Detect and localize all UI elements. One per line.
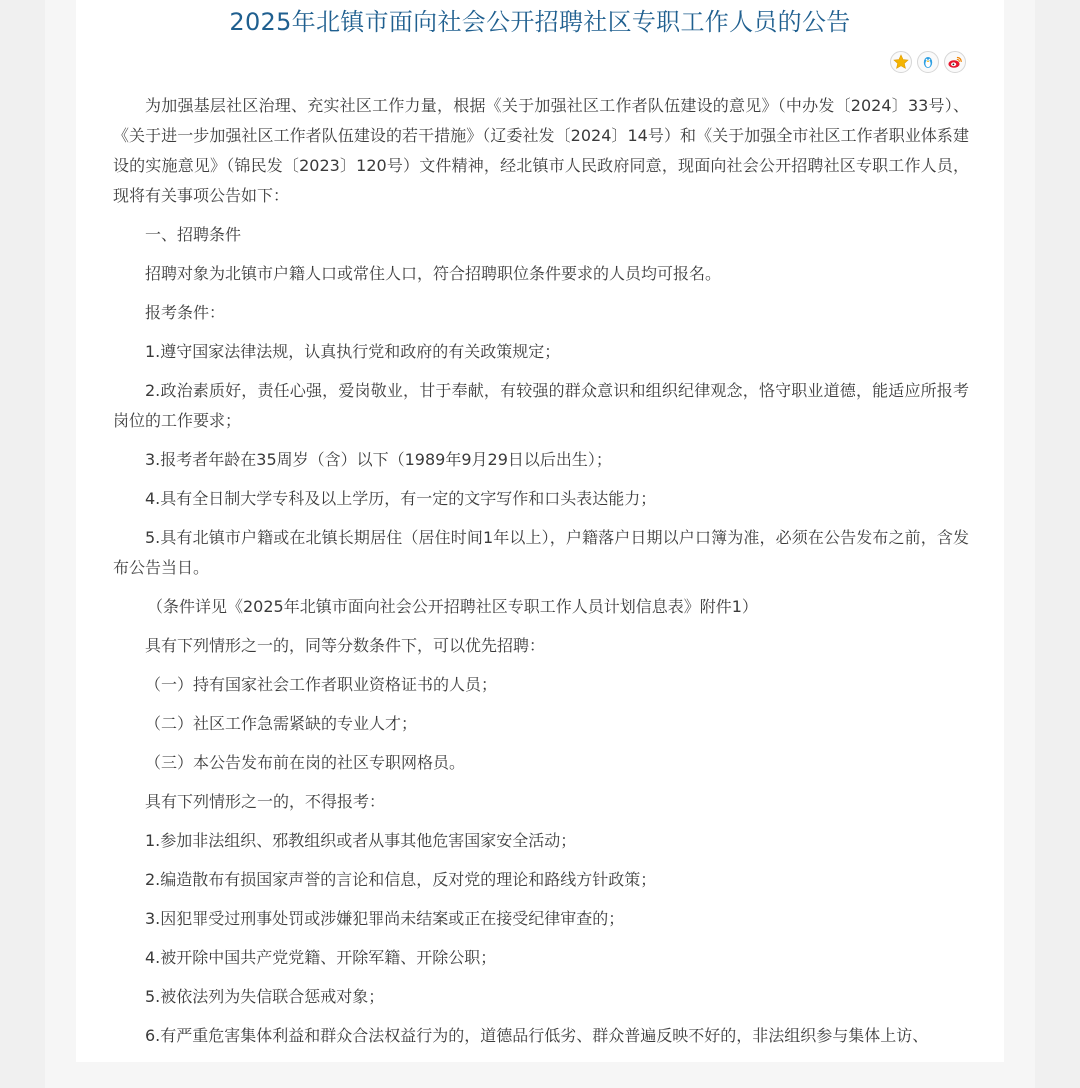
list-item: 1.遵守国家法律法规，认真执行党和政府的有关政策规定； [145, 342, 561, 361]
qq-share-button[interactable] [917, 51, 939, 73]
weibo-share-button[interactable] [944, 51, 966, 73]
list-item: （一）持有国家社会工作者职业资格证书的人员； [145, 675, 498, 694]
paragraph: 具有下列情形之一的，不得报考： [145, 792, 386, 811]
list-item: 5.具有北镇市户籍或在北镇长期居住（居住时间1年以上），户籍落户日期以户口簿为准，必须在公告发布之前，含发布公告当日。 [113, 528, 969, 577]
weibo-icon [947, 54, 963, 70]
list-item: 6.有严重危害集体利益和群众合法权益行为的，道德品行低劣、群众普遍反映不好的，非法组织参与集体上访、 [145, 1026, 929, 1045]
note-paragraph: （条件详见《2025年北镇市面向社会公开招聘社区专职工作人员计划信息表》附件1） [147, 597, 758, 616]
list-item: （二）社区工作急需紧缺的专业人才； [145, 714, 418, 733]
list-item: 2.编造散布有损国家声誉的言论和信息，反对党的理论和路线方针政策； [145, 870, 657, 889]
list-item: 4.具有全日制大学专科及以上学历，有一定的文字写作和口头表达能力； [145, 489, 657, 508]
list-item: 5.被依法列为失信联合惩戒对象； [145, 987, 385, 1006]
article-body [113, 91, 969, 1060]
list-item: 3.报考者年龄在35周岁（含）以下（1989年9月29日以后出生）； [145, 450, 612, 469]
qq-penguin-icon [920, 54, 936, 70]
paragraph: 报考条件： [145, 303, 226, 322]
list-item: 2.政治素质好，责任心强，爱岗敬业，甘于奉献，有较强的群众意识和组织纪律观念，恪守职业道德，能适应所报考岗位的工作要求； [113, 381, 969, 430]
qzone-star-icon [893, 54, 909, 70]
share-bar [890, 51, 966, 73]
list-item: 3.因犯罪受过刑事处罚或涉嫌犯罪尚未结案或正在接受纪律审查的； [145, 909, 625, 928]
list-item: （三）本公告发布前在岗的社区专职网格员。 [145, 753, 466, 772]
article-card [76, 0, 1004, 1062]
list-item: 4.被开除中国共产党党籍、开除军籍、开除公职； [145, 948, 497, 967]
intro-paragraph: 为加强基层社区治理、充实社区工作力量，根据《关于加强社区工作者队伍建设的意见》（中办发〔2024〕33号）、《关于进一步加强社区工作者队伍建设的若干措施》（辽委社发〔2024〕14号）和《关于加强全市社区工作者职业体系建设的实施意见》（锦民发〔2023〕120号）文件精神，经北镇市人民政府同意，现面向社会公开招聘社区专职工作人员，现将有关事项公告如下： [113, 96, 969, 205]
list-item: 1.参加非法组织、邪教组织或者从事其他危害国家安全活动； [145, 831, 577, 850]
paragraph: 具有下列情形之一的，同等分数条件下，可以优先招聘： [145, 636, 546, 655]
article-title: 2025年北镇市面向社会公开招聘社区专职工作人员的公告 [229, 8, 851, 36]
qzone-share-button[interactable] [890, 51, 912, 73]
paragraph: 招聘对象为北镇市户籍人口或常住人口，符合招聘职位条件要求的人员均可报名。 [145, 264, 722, 283]
section-heading: 一、招聘条件 [145, 225, 242, 244]
